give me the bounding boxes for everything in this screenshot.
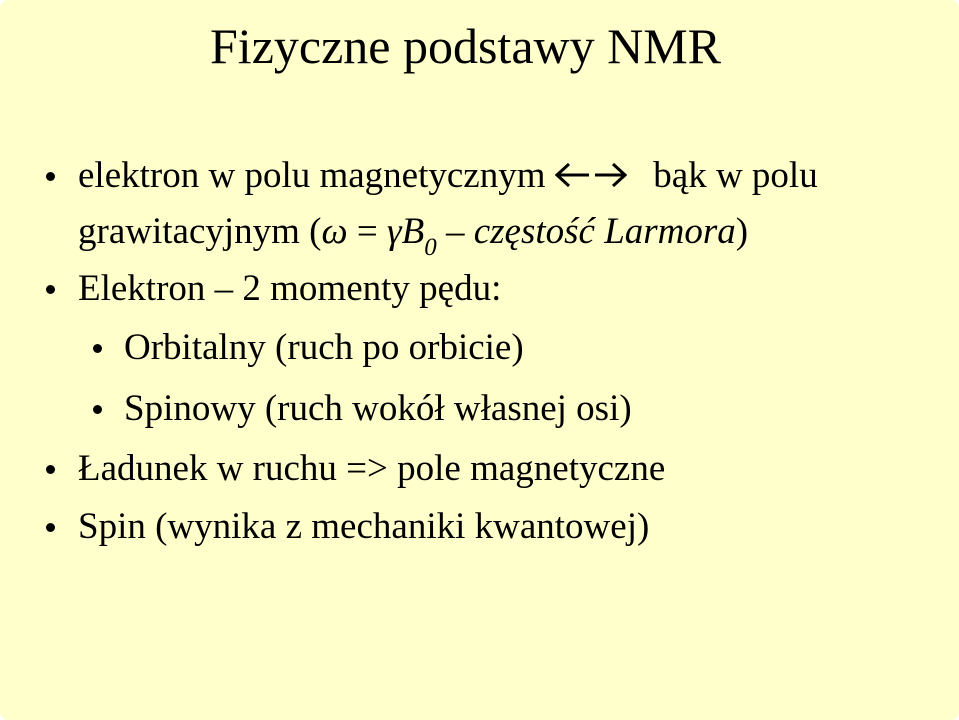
bullet-1-text-line2: grawitacyjnym (	[78, 211, 322, 252]
bullet-1-line-2	[78, 210, 749, 261]
bullet-1-text-end: bąk w polu	[653, 155, 818, 196]
bullet-1-text: elektron w polu magnetycznym	[78, 155, 546, 196]
b-symbol: B	[401, 211, 425, 252]
sub-bullet-1: Orbitalny (ruch po orbicie)	[124, 327, 524, 368]
bullet-dot	[46, 465, 55, 474]
b-subscript: 0	[424, 234, 437, 261]
sub-bullet-dot	[93, 344, 102, 353]
bullet-2: Elektron – 2 momenty pędu:	[78, 268, 502, 309]
slide-title: Fizyczne podstawy NMR	[210, 18, 722, 74]
sub-bullet-dot	[93, 405, 102, 414]
omega-symbol: ω	[321, 211, 348, 252]
close-paren: )	[735, 211, 749, 252]
bullet-4: Spin (wynika z mechaniki kwantowej)	[78, 506, 650, 547]
bullet-dot	[46, 172, 55, 181]
left-right-arrow-icon	[555, 162, 627, 188]
bullet-3: Ładunek w ruchu => pole magnetyczne	[78, 448, 666, 489]
bullet-dot	[46, 523, 55, 532]
larmor-text: częstość Larmora	[473, 211, 736, 252]
bullet-1-line-1	[78, 154, 818, 198]
equals-sign: =	[347, 211, 387, 252]
gamma-symbol: γ	[387, 211, 402, 252]
dash: –	[436, 211, 474, 252]
sub-bullet-2: Spinowy (ruch wokół własnej osi)	[124, 388, 632, 429]
bullet-dot	[46, 285, 55, 294]
